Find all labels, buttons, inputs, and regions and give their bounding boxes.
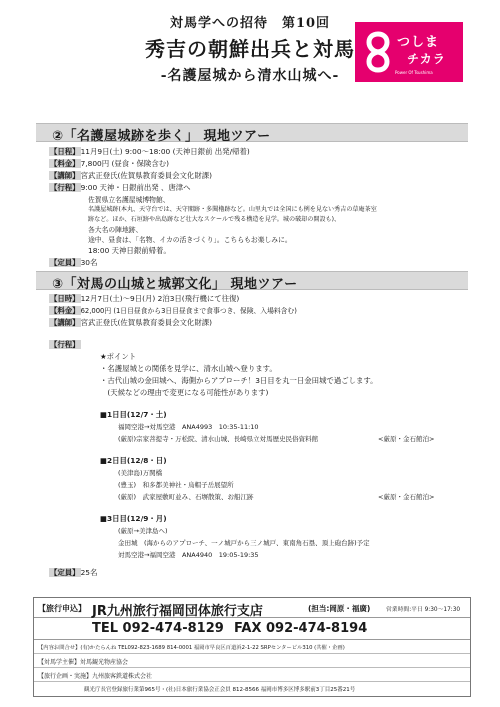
day2-line: (厳原) 武家屋敷町並み、石塀散策、お船江跡 [118, 493, 254, 501]
tour2-itinerary-line: 名護屋城跡(本丸、天守台では、天守閣跡・多聞櫓跡など。山里丸では全国にも例を見ない秀吉の草庵茶室 [88, 206, 377, 213]
day3-line: (厳原→美津島へ) [118, 527, 168, 535]
tour2-itinerary-row [49, 183, 191, 193]
tour3-itinerary-label: 【行程】 [50, 340, 80, 349]
tour3-capacity-row [49, 568, 97, 578]
tour3-date-label: 【日時】 [50, 294, 80, 303]
agency-name: JR九州旅行福岡団体旅行支店 [92, 604, 263, 619]
tour2-return-line: 18:00 天神日銀前帰着。 [88, 246, 171, 255]
series-title: 対馬学への招待 第10回 [169, 16, 331, 31]
tour2-itinerary-line: 各大名の陣地跡、 [88, 226, 143, 234]
tel-number[interactable]: TEL 092-474-8129 [92, 621, 224, 636]
tour3-fee-value: 62,000円 (1日目昼食から3日目昼食まで食事つき、保険、入場料含む) [80, 307, 297, 315]
inquiry-row [34, 641, 470, 654]
tour2-itinerary-label: 【行程】 [50, 183, 80, 192]
day2-heading: ■2日目(12/8・日) [100, 456, 167, 465]
tour2-date-row [49, 147, 250, 157]
tour2-capacity-row [49, 258, 97, 268]
host-text: 【対馬学主催】対馬観光物産協会 [38, 659, 129, 666]
tour3-date-row [49, 294, 239, 304]
day3-line: 金田城 (海からのアプローチ、一ノ城戸から三ノ城戸、東南角石塁、頂上砲台跡)予定 [118, 539, 370, 547]
tour3-fee-label: 【料金】 [50, 306, 80, 315]
tour2-title: ②「名護屋城跡を歩く」 現地ツアー [52, 129, 271, 144]
tour3-point: ・名護屋城との関係を見学に、清水山城へ登ります。 [100, 364, 277, 373]
tour2-itinerary-first: 9:00 天神・日銀前出発 、唐津へ [80, 183, 191, 192]
day1-stay: <厳原・金石館泊> [378, 435, 435, 443]
footer-phone-row [34, 618, 470, 640]
operator-row [34, 669, 470, 682]
tour3-title: ③「対馬の山城と城郭文化」 現地ツアー [52, 277, 298, 292]
tour2-date-label: 【日程】 [50, 147, 80, 156]
host-row [34, 655, 470, 668]
business-hours: 営業時間:平日 9:30～17:30 [386, 607, 461, 613]
figure-eight-logo-icon [361, 30, 395, 74]
tour3-point: ・古代山城の金田城へ、海側からアプローチ！3日目を丸一日金田城で過ごします。 [100, 376, 378, 385]
tour3-lecturer-row [49, 318, 212, 328]
tour3-lecturer-label: 【講師】 [50, 318, 80, 327]
tour2-fee-row [49, 159, 169, 169]
registration-row [34, 683, 470, 696]
day3-line: 対馬空港→福岡空港 ANA4940 19:05-19:35 [118, 551, 259, 559]
tour2-fee-value: 7,800円 (昼食・保険含む) [80, 159, 169, 168]
day2-line: (豊玉) 和多都美神社・烏帽子岳展望所 [118, 481, 234, 489]
tour3-date-value: 12月7日(土)～9日(月) 2泊3日(飛行機にて往復) [80, 294, 240, 303]
tour2-itinerary-line: 佐賀県立名護屋城博物館、 [88, 196, 170, 204]
tour3-capacity-value: 25名 [80, 568, 98, 577]
day1-heading: ■1日目(12/7・土) [100, 410, 167, 419]
tour2-itinerary-line: 跡など。ほか、石垣跡や出島跡など壮大なスケールで残る構造を見学。城の破却の開設も)、 [88, 216, 341, 223]
tour3-point-head: ★ポイント [100, 352, 137, 361]
footer-agency-row [34, 598, 470, 618]
logo-tagline: Power Of Tsushima [395, 70, 433, 75]
operator-text: 【旅行企画・実施】九州旅客鉄道株式会社 [38, 673, 153, 680]
tour2-lecturer-value: 宮武正登氏(佐賀県教育委員会文化財課) [80, 171, 212, 180]
logo-text-tsushima: つしま [397, 35, 440, 50]
tour3-itinerary-row [49, 340, 81, 350]
tour3-point: (天候などの理由で変更になる可能性があります) [100, 388, 269, 397]
tour2-fee-label: 【料金】 [50, 159, 80, 168]
tsushima-chikara-logo [355, 22, 463, 82]
day2-line: (美津島)万関橋 [118, 469, 163, 477]
tour2-capacity-label: 【定員】 [50, 258, 80, 267]
sub-title: -名護屋城から清水山城へ- [160, 68, 340, 84]
day2-stay: <厳原・金石館泊> [378, 493, 435, 501]
contact-person: (担当:岡原・福廣) [308, 604, 371, 613]
day3-heading: ■3日目(12/9・月) [100, 514, 167, 523]
tour2-lecturer-row [49, 171, 212, 181]
registration-text: 観光庁長官登録旅行業第965号・(社)日本旅行業協会正会員 812-8566 福岡市博多区博多駅前3丁目25番21号 [84, 687, 356, 693]
footer-box [33, 597, 471, 697]
day1-line: (厳原)宗家菩提寺・万松院、清水山城、長崎県立対馬歴史民俗資料館 [118, 435, 319, 443]
tour3-lecturer-value: 宮武正登氏(佐賀県教育委員会文化財課) [80, 318, 212, 327]
day1-line: 福岡空港→対馬空港 ANA4993 10:35-11:10 [118, 423, 259, 431]
tour2-itinerary-line: 途中、昼食は、「名物、イカの活きづくり」。こちらもお楽しみに。 [88, 236, 292, 244]
inquiry-text: 【内容お問合せ】(有)かたらんね TEL092-823-1689 814-0001 福岡市早良区百道浜2-1-22 SRPセンタービル310 (共催・企画) [38, 645, 345, 651]
apply-label: 【旅行申込】 [38, 604, 86, 613]
fax-number[interactable]: FAX 092-474-8194 [234, 621, 368, 636]
main-title: 秀吉の朝鮮出兵と対馬 [145, 37, 355, 61]
logo-text-chikara: チカラ [407, 52, 446, 66]
tour2-lecturer-label: 【講師】 [50, 171, 80, 180]
tour2-date-value: 11月9日(土) 9:00～18:00 (天神日銀前 出発/帰着) [80, 147, 250, 156]
tour2-capacity-value: 30名 [80, 258, 98, 267]
tour3-fee-row [49, 306, 297, 316]
tour3-capacity-label: 【定員】 [50, 568, 80, 577]
